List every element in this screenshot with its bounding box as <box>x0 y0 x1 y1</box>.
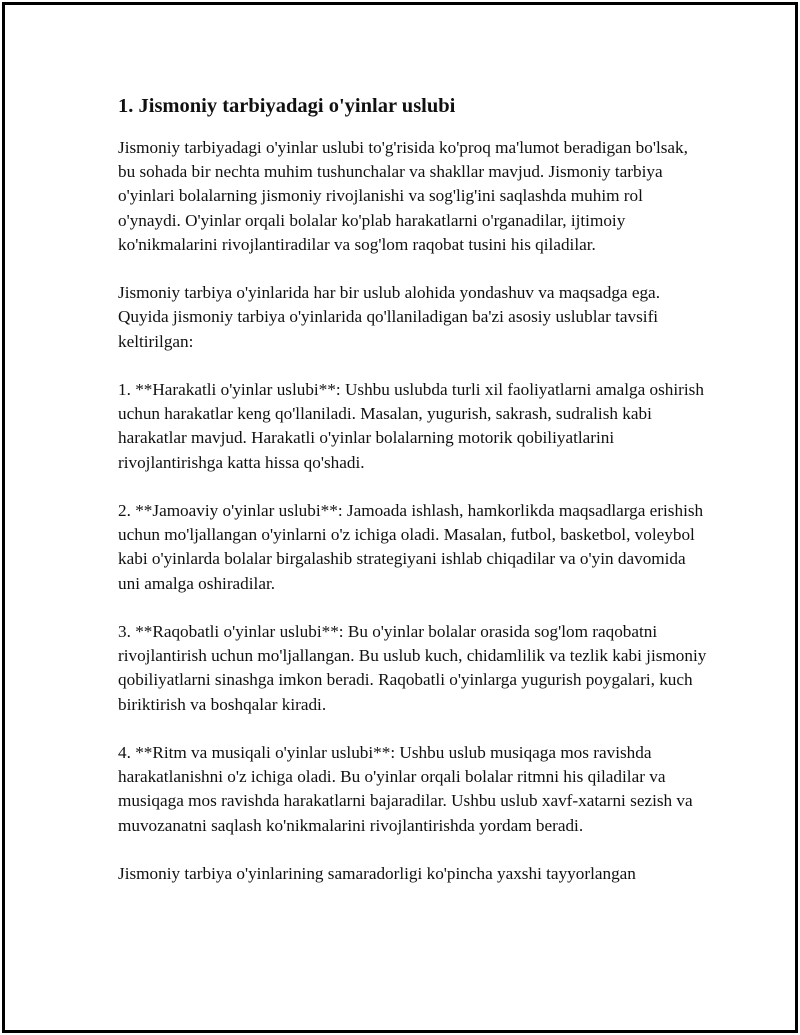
document-title: 1. Jismoniy tarbiyadagi o'yinlar uslubi <box>118 95 456 117</box>
paragraph-item-1: 1. **Harakatli o'yinlar uslubi**: Ushbu uslubda turli xil faoliyatlarni amalga oshirish uchun harakatlar keng qo'llaniladi. Masalan, yugurish, sakrash, sudralish kabi harakatlar mavjud. Harakatli o'yinlar bolalarning motorik qobiliyatlarini rivojlantirishga katta hissa qo'shadi. <box>118 380 704 472</box>
document-body <box>118 92 708 910</box>
paragraph-item-3: 3. **Raqobatli o'yinlar uslubi**: Bu o'yinlar bolalar orasida sog'lom raqobatni rivojlantirish uchun mo'ljallangan. Bu uslub kuch, chidamlilik va tezlik kabi jismoniy qobiliyatlarni sinashga imkon beradi. Raqobatli o'yinlarga yugurish poygalari, kuch biriktirish va boshqalar kiradi. <box>118 622 707 714</box>
paragraph-closing: Jismoniy tarbiya o'yinlarining samaradorligi ko'pincha yaxshi tayyorlangan <box>118 864 636 883</box>
paragraph-overview: Jismoniy tarbiya o'yinlarida har bir uslub alohida yondashuv va maqsadga ega. Quyida jismoniy tarbiya o'yinlarida qo'llaniladigan ba'zi asosiy uslublar tavsifi keltirilgan: <box>118 283 660 351</box>
paragraph-item-2: 2. **Jamoaviy o'yinlar uslubi**: Jamoada ishlash, hamkorlikda maqsadlarga erishish uchun mo'ljallangan o'yinlarni o'z ichiga oladi. Masalan, futbol, basketbol, voleybol kabi o'yinlarda bolalar birgalashib strategiyani ishlab chiqadilar va o'yin davomida uni amalga oshiradilar. <box>118 501 704 593</box>
paragraph-item-4: 4. **Ritm va musiqali o'yinlar uslubi**: Ushbu uslub musiqaga mos ravishda harakatlanishni o'z ichiga oladi. Bu o'yinlar orqali bolalar ritmni his qiladilar va musiqaga mos ravishda harakatlarni bajaradilar. Ushbu uslub xavf-xatarni sezish va muvozanatni saqlash ko'nikmalarini rivojlantirishda yordam beradi. <box>118 743 693 835</box>
paragraph-intro: Jismoniy tarbiyadagi o'yinlar uslubi to'g'risida ko'proq ma'lumot beradigan bo'lsak, bu sohada bir nechta muhim tushunchalar va shakllar mavjud. Jismoniy tarbiya o'yinlari bolalarning jismoniy rivojlanishi va sog'lig'ini saqlashda muhim rol o'ynaydi. O'yinlar orqali bolalar ko'plab harakatlarni o'rganadilar, ijtimoiy ko'nikmalarini rivojlantiradilar va sog'lom raqobat tusini his qiladilar. <box>118 138 688 254</box>
